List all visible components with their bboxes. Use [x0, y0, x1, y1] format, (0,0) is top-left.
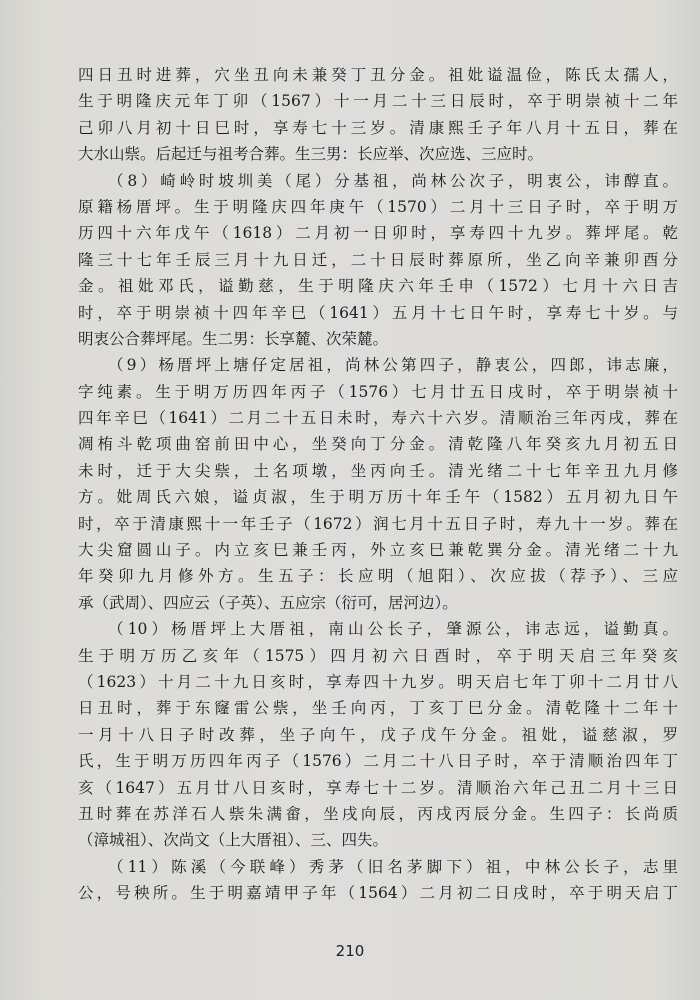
- text-line: 时，卒于清康熙十一年壬子（1672）润七月十五日子时，寿九十一岁。葬在: [78, 514, 678, 533]
- text-line: 公，号秧所。生于明嘉靖甲子年（1564）二月初二日戌时，卒于明天启丁: [78, 884, 678, 903]
- text-line: 历四十六年戊午（1618）二月初一日卯时，享寿四十九岁。葬坪尾。乾: [78, 224, 678, 243]
- text-line: 四日丑时进葬，穴坐丑向未兼癸丁丑分金。祖妣谥温俭，陈氏太孺人，: [78, 66, 678, 84]
- text-line: 亥（1647）五月廿八日亥时，享寿七十二岁。清顺治六年己丑二月十三日: [78, 778, 678, 797]
- text-line: 金。祖妣邓氏，谥勤慈，生于明隆庆六年壬申（1572）七月十六日吉: [78, 277, 678, 296]
- text-line: （11）陈溪（今联峰）秀茅（旧名茅脚下）祖，中林公长子，志里: [108, 857, 678, 876]
- text-line: 己卯八月初十日巳时，享寿七十三岁。清康熙壬子年八月十五日，葬在: [78, 118, 678, 137]
- text-line: 字纯素。生于明万历四年丙子（1576）七月廿五日戌时，卒于明崇祯十: [78, 382, 678, 401]
- text-line: （1623）十月二十九日亥时，享寿四十九岁。明天启七年丁卯十二月廿八: [78, 672, 678, 691]
- text-line: 方。妣周氏六娘，谥贞淑，生于明万历十年壬午（1582）五月初九日午: [78, 488, 678, 507]
- text-line: 日丑时，葬于东窿雷公祡，坐壬向丙，丁亥丁巳分金。清乾隆十二年十: [78, 699, 678, 718]
- text-line: 一月十八日子时改葬，坐子向午，戊子戊午分金。祖妣，谥慈淑，罗: [78, 725, 678, 744]
- text-line: 生于明万历乙亥年（1575）四月初六日酉时，卒于明天启三年癸亥: [78, 646, 678, 665]
- text-line: （10）杨厝坪上大厝祖，南山公长子，肇源公，讳志远，谥勤真。: [108, 620, 678, 639]
- text-line: 未时，迁于大尖祡，土名项墩，坐丙向壬。清光绪二十七年辛丑九月修: [78, 461, 678, 480]
- text-line: 氏，生于明万历四年丙子（1576）二月二十八日子时，卒于清顺治四年丁: [78, 752, 678, 771]
- text-line: 时，卒于明崇祯十四年辛巳（1641）五月十七日午时，享寿七十岁。与: [78, 303, 678, 322]
- text-line: 丑时葬在苏洋石人祡朱满畲，坐戌向辰，丙戌丙辰分金。生四子：长尚质: [78, 804, 678, 823]
- page-number: 210: [335, 942, 365, 960]
- text-line: （8）崎岭时坡圳美（尾）分基祖，尚林公次子，明衷公，讳醇直。: [108, 171, 678, 190]
- text-line: 隆三十七年壬辰三月十九日迁，二十日辰时葬原所，坐乙向辛兼卯酉分: [78, 250, 678, 269]
- text-line: 承（武周）、四应云（子英）、五应宗（衍可，居河边）。: [78, 593, 458, 612]
- text-line: （9）杨厝坪上塘仔定居祖，尚林公第四子，静衷公，四郎，讳志廉，: [108, 356, 678, 375]
- text-line: （漳城祖）、次尚文（上大厝祖）、三、四失。: [78, 831, 389, 850]
- text-line: 凋栯斗乾项曲窑前田中心，坐癸向丁分金。清乾隆八年癸亥九月初五日: [78, 435, 678, 454]
- text-line: 大水山祡。后起迁与祖考合葬。生三男：长应举、次应选、三应时。: [78, 145, 544, 164]
- body-text: [78, 62, 678, 907]
- text-line: 年癸卯九月修外方。生五子：长应明（旭阳）、次应拔（荐予）、三应: [78, 567, 678, 586]
- text-line: 明衷公合葬坪尾。生二男：长享麓、次荣麓。: [78, 329, 389, 348]
- text-line: 大尖窟圆山子。内立亥巳兼壬丙，外立亥巳兼乾巽分金。清光绪二十九: [78, 541, 678, 560]
- text-line: 生于明隆庆元年丁卯（1567）十一月二十三日辰时，卒于明崇祯十二年: [78, 92, 678, 111]
- text-line: 四年辛巳（1641）二月二十五日未时，寿六十六岁。清顺治三年丙戌，葬在: [78, 409, 678, 428]
- text-line: 原籍杨厝坪。生于明隆庆四年庚午（1570）二月十三日子时，卒于明万: [78, 197, 678, 216]
